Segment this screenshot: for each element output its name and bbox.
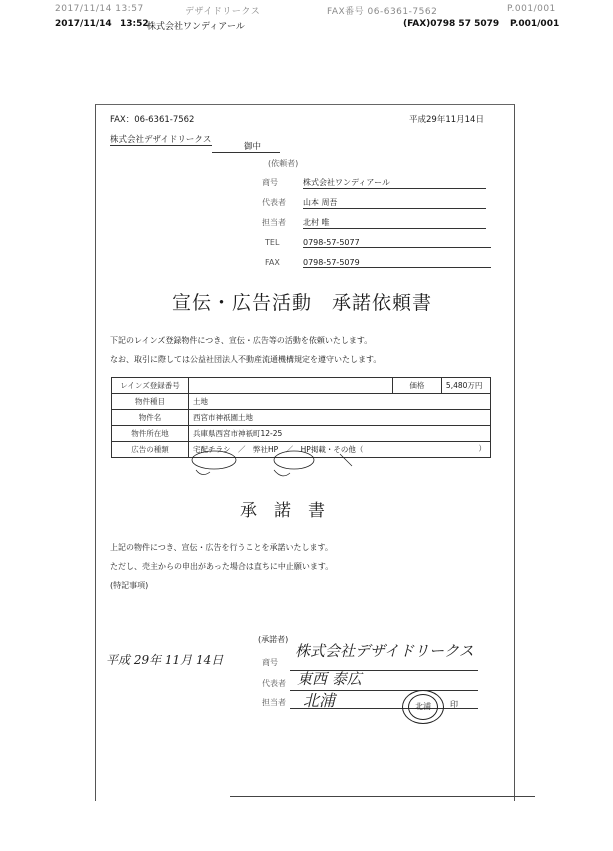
requester-field-label-fax: FAX [265, 258, 280, 267]
consenter-label-contact: 担当者 [262, 698, 286, 707]
reins-number-label: レインズ登録番号 [112, 378, 189, 394]
circle-mark-flyer [192, 451, 236, 469]
consenter-label-rep: 代表者 [262, 679, 286, 688]
request-title: 宣伝・広告活動 承諾依頼書 [172, 292, 433, 314]
property-address-value: 兵庫県西宮市神祇町12-25 [189, 426, 491, 442]
ad-type-options: 宅配チラシ ／ 弊社HP ／ HP掲載・その他（ [193, 445, 364, 454]
requester-field-value-fax: 0798-57-5079 [303, 258, 491, 268]
property-name-label: 物件名 [112, 410, 189, 426]
requester-field-value-contact: 北村 唯 [303, 217, 486, 229]
reins-number-value [189, 378, 393, 394]
check-mark-3 [340, 454, 352, 466]
table-row [112, 426, 491, 442]
special-notes-label: (特記事項) [110, 581, 149, 590]
requester-field-label-rep: 代表者 [262, 198, 286, 207]
addressee: 株式会社デザイドリークス [110, 135, 212, 145]
property-table [111, 377, 491, 458]
consent-body-line-2: ただし、売主からの申出があった場合は直ちに中止願います。 [110, 562, 334, 571]
letter-date: 平成29年11月14日 [409, 115, 484, 125]
requester-field-label-company: 商号 [262, 178, 278, 187]
fax-header-page-1: P.001/001 [507, 4, 556, 14]
requester-field-value-tel: 0798-57-5077 [303, 238, 491, 248]
table-row [112, 410, 491, 426]
property-type-label: 物件種目 [112, 394, 189, 410]
price-value: 5,480万円 [441, 378, 490, 394]
fax-header-datetime-1: 2017/11/14 13:57 [55, 4, 144, 14]
consenter-label-company: 商号 [262, 658, 278, 667]
request-body-line-2: なお、取引に際しては公益社団法人不動産流通機構規定を遵守いたします。 [110, 355, 382, 364]
seal-suffix: 印 [450, 700, 458, 709]
ad-type-close-paren: ） [478, 444, 486, 453]
table-row [112, 394, 491, 410]
consenter-label: (承諾者) [258, 635, 289, 644]
requester-field-value-rep: 山本 周吾 [303, 197, 486, 209]
fax-header-number-2: (FAX)0798 57 5079 [403, 19, 500, 29]
circle-mark-hp [274, 451, 314, 469]
consent-title: 承 諾 書 [240, 501, 325, 521]
handwritten-company: 株式会社デザイドリークス [295, 642, 474, 660]
fax-header-sender-1: デザイドリークス [185, 7, 261, 17]
ad-type-circle-marks [190, 448, 380, 483]
fax-header-time-2: 13:52 [120, 19, 149, 29]
ad-type-label: 広告の種類 [112, 442, 189, 458]
fax-header-date-2: 2017/11/14 [55, 19, 112, 29]
property-address-label: 物件所在地 [112, 426, 189, 442]
handwritten-contact: 北浦 [303, 691, 336, 710]
seal-inner: 北浦 [408, 694, 438, 720]
property-type-value: 土地 [189, 394, 491, 410]
handwritten-representative: 東西 泰広 [297, 670, 362, 688]
request-body-line-1: 下記のレインズ登録物件につき、宣伝・広告等の活動を依頼いたします。 [110, 336, 373, 345]
fax-header-page-2: P.001/001 [510, 19, 560, 29]
fax-header-number-1: FAX番号 06-6361-7562 [327, 7, 438, 17]
footer-rule [230, 796, 535, 797]
consent-body-line-1: 上記の物件につき、宣伝・広告を行うことを承諾いたします。 [110, 543, 333, 552]
price-label: 価格 [392, 378, 441, 394]
check-mark-2 [274, 470, 290, 476]
addressee-honorific: 御中 [212, 140, 280, 153]
requester-field-value-company: 株式会社ワンディアール [303, 177, 486, 189]
seal-stamp [402, 690, 444, 724]
property-name-value: 西宮市神祇園土地 [189, 410, 491, 426]
fax-to-line: FAX：06-6361-7562 [110, 115, 195, 125]
check-mark-1 [196, 470, 210, 475]
table-row [112, 378, 491, 394]
requester-field-label-tel: TEL [265, 238, 280, 247]
fax-header-company-2: 株式会社ワンディアール [147, 22, 245, 32]
requester-label: (依頼者) [268, 159, 299, 168]
requester-field-label-contact: 担当者 [262, 218, 286, 227]
handwritten-consent-date: 平成 29年 11月 14日 [106, 653, 224, 667]
